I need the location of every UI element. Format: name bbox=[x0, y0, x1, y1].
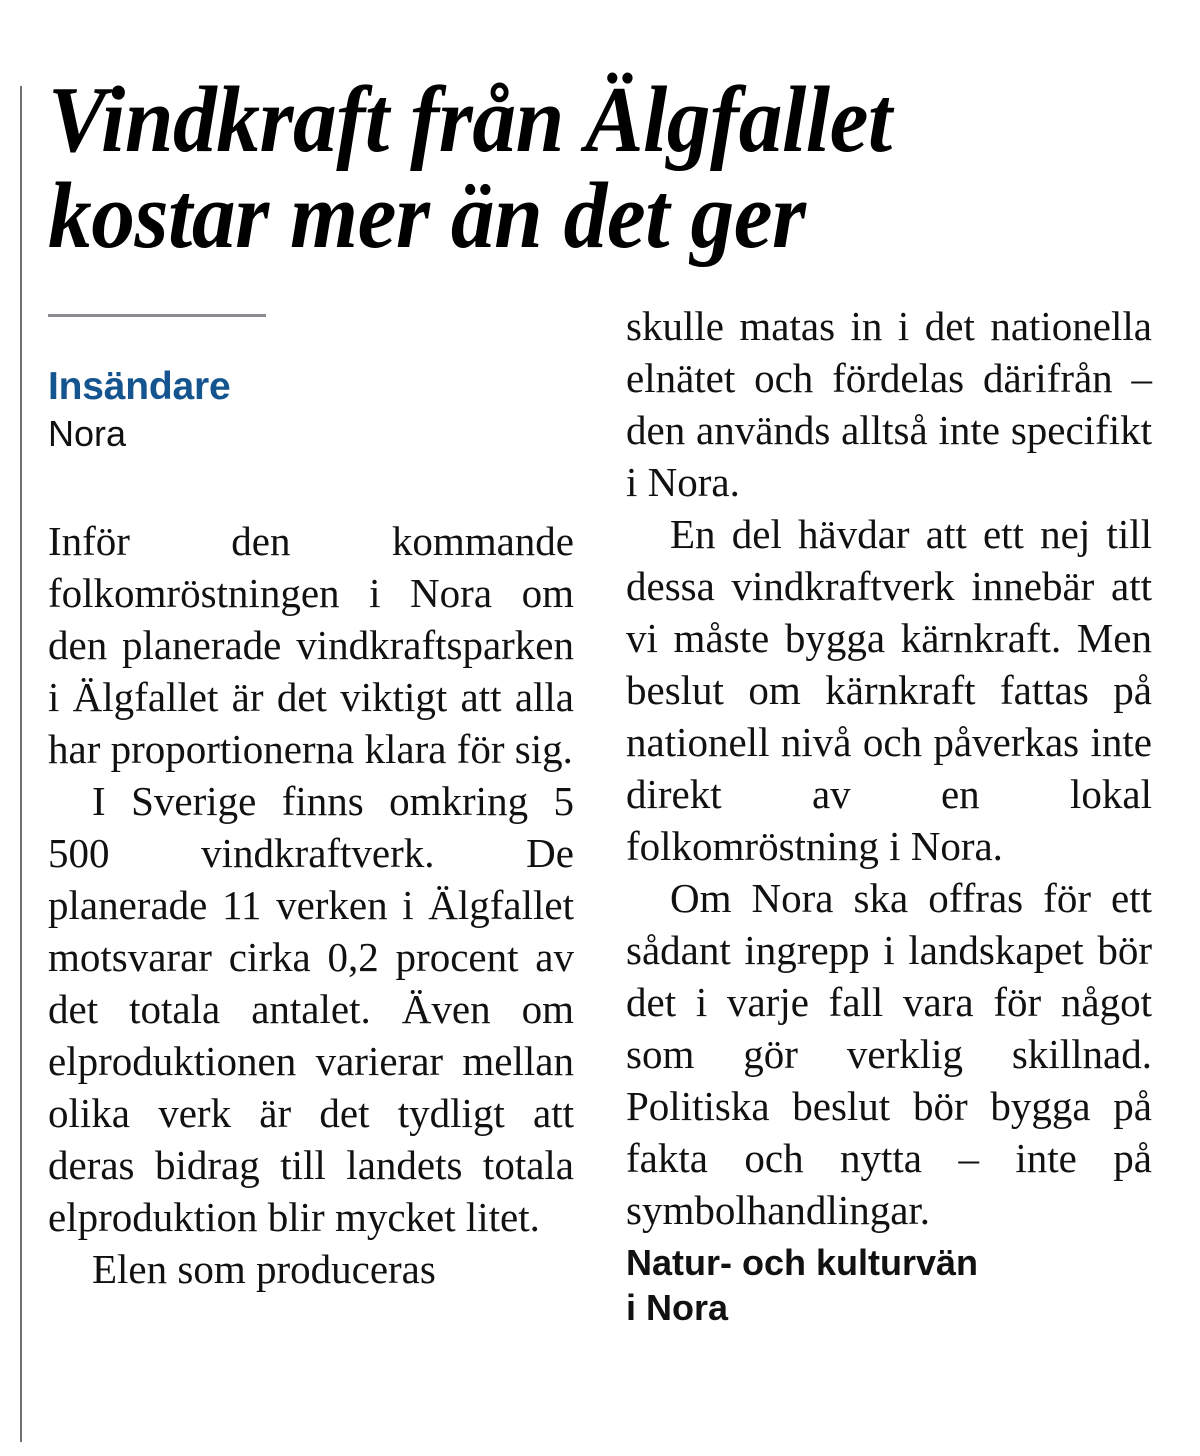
paragraph: I Sverige finns omkring 5 500 vindkraftverk. De planerade 11 verken i Älgfallet motsvarar cirka 0,2 procent av det totala antalet. Även om elproduktionen varierar mellan olika verk är det tydligt att deras bidrag till landets totala elproduktion blir mycket litet. bbox=[48, 778, 574, 1240]
dateline: Nora bbox=[48, 413, 127, 454]
article-columns bbox=[48, 300, 1152, 1440]
paragraph: skulle matas in i det nationella elnätet och fördelas därifrån – den används alltså inte specifikt i Nora. bbox=[626, 303, 1152, 505]
article-body-right bbox=[626, 300, 1152, 1236]
paragraph: En del hävdar att ett nej till dessa vindkraftverk innebär att vi måste bygga kärnkraft. Men beslut om kärnkraft fattas på nationell nivå och påverkas inte direkt av en lokal folkomröstning i Nora. bbox=[626, 511, 1152, 869]
article-column-right bbox=[626, 300, 1152, 1440]
paragraph: Om Nora ska offras för ett sådant ingrepp i landskapet bör det i varje fall vara för något som gör verklig skillnad. Politiska beslut bör bygga på fakta och nytta – inte på symbolhandlingar. bbox=[626, 875, 1152, 1233]
paragraph: Inför den kommande folkomröstningen i Nora om den planerade vindkraftsparken i Älgfallet är det viktigt att alla har proportionerna klara för sig. bbox=[48, 518, 574, 772]
page-title: Vindkraft från Älgfallet kostar mer än det ger bbox=[48, 68, 892, 268]
section-label-insandare: Insändare bbox=[48, 365, 231, 408]
article-signature bbox=[626, 1240, 1152, 1330]
article-body-left bbox=[48, 515, 574, 1295]
signature-line-1: Natur- och kulturvän bbox=[626, 1242, 979, 1283]
signature-line-2: i Nora bbox=[626, 1287, 729, 1328]
paragraph: Elen som produceras bbox=[92, 1246, 436, 1292]
page-edge-rule bbox=[20, 86, 22, 1442]
kicker-divider bbox=[48, 314, 266, 317]
article-column-left bbox=[48, 300, 574, 1440]
article bbox=[48, 0, 1152, 1456]
